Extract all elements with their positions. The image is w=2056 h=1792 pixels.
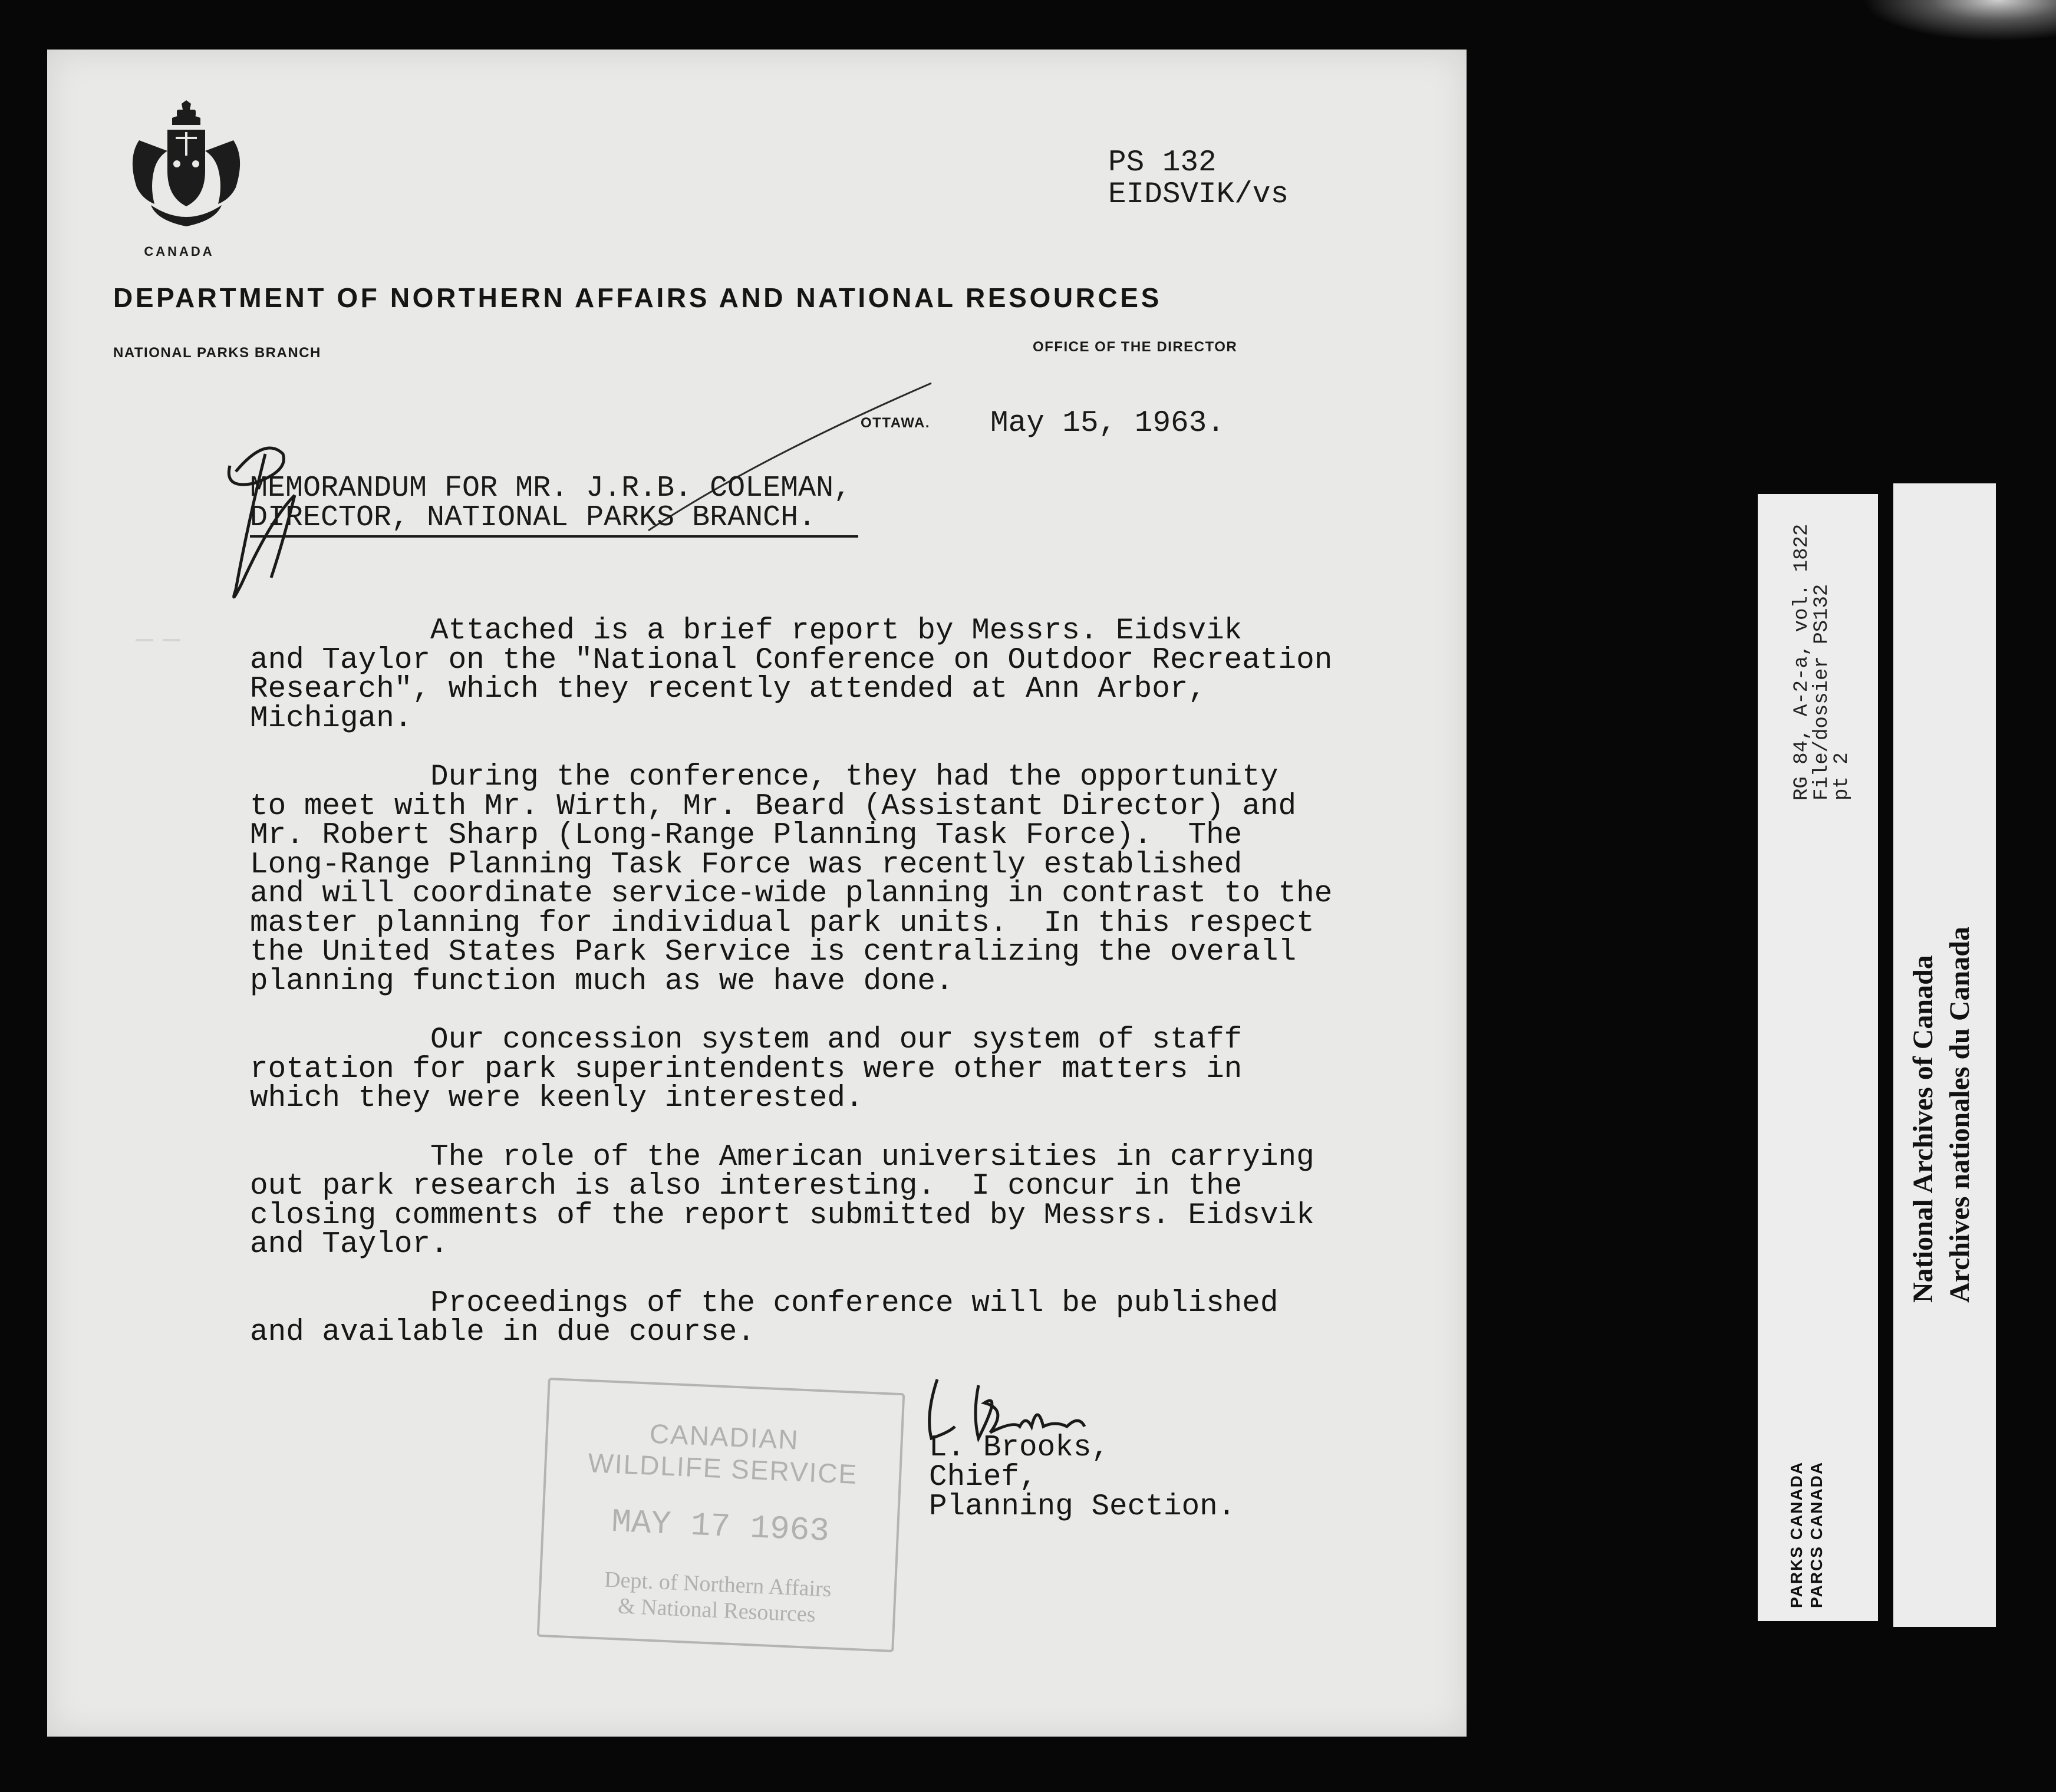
stamp-date: MAY 17 1963 [611,1503,831,1551]
lens-glare [1863,0,2056,41]
paragraph-4 [250,1140,1370,1261]
stamp-line: CANADIAN [648,1418,800,1455]
memo-heading [250,474,851,533]
archives-label [1893,483,1996,1627]
text-line: Mr. Robert Sharp (Long-Range Planning Task Force). The [250,819,1243,852]
archive-ref-line: File/dossier PS132 [1811,584,1833,801]
file-reference [1108,147,1289,211]
text-line: Long-Range Planning Task Force was recently established [250,848,1243,882]
text-line: rotation for park superintendents were other matters in [250,1052,1243,1086]
text-line: During the conference, they had the opportunity [250,760,1279,794]
country-label: CANADA [144,244,215,259]
branch-label: NATIONAL PARKS BRANCH [113,345,321,361]
paragraph-1 [250,614,1370,736]
archives-name-english: National Archives of Canada [1907,955,1939,1303]
office-label: OFFICE OF THE DIRECTOR [1033,339,1238,355]
paragraph-2 [250,760,1370,999]
memo-body [250,614,1370,1377]
archive-ref-line: RG 84, A-2-a, vol. 1822 [1791,523,1813,801]
signer-title: Chief, [929,1461,1037,1494]
signer-section: Planning Section. [929,1490,1236,1524]
text-line: the United States Park Service is centralizing the overall [250,935,1297,969]
margin-dash [163,639,180,641]
text-line: closing comments of the report submitted by Messrs. Eidsvik [250,1198,1314,1233]
text-line: planning function much as we have done. [250,964,954,999]
archives-name-french: Archives nationales du Canada [1944,927,1975,1303]
text-line: The role of the American universities in carrying [250,1140,1314,1174]
signer-name: L. Brooks, [929,1431,1110,1465]
file-number: PS 132 [1108,146,1217,180]
text-line: and Taylor on the "National Conference on Outdoor Recreation [250,643,1333,677]
memo-addressee: MEMORANDUM FOR MR. J.R.B. COLEMAN, [250,472,852,505]
text-line: and Taylor. [250,1228,449,1261]
typist-initials: EIDSVIK/vs [1108,178,1289,212]
memo-date: May 15, 1963. [990,407,1225,440]
archive-reference-tag [1758,494,1878,1621]
stamp-line: & National Resources [617,1593,816,1628]
paragraph-3 [250,1023,1370,1115]
signature-block [929,1431,1236,1524]
text-line: and will coordinate service-wide planning in contrast to the [250,877,1333,911]
memo-addressee-title: DIRECTOR, NATIONAL PARKS BRANCH. [250,501,816,535]
stamp-line: Dept. of Northern Affairs [604,1567,832,1602]
handwritten-initials [212,430,330,607]
stamp-line: WILDLIFE SERVICE [587,1447,859,1490]
department-heading: DEPARTMENT OF NORTHERN AFFAIRS AND NATIONAL RESOURCES [113,282,1162,313]
text-line: Proceedings of the conference will be published [250,1286,1279,1320]
margin-dash [136,639,153,641]
text-line: master planning for individual park units. In this respect [250,906,1314,940]
text-line: to meet with Mr. Wirth, Mr. Beard (Assistant Director) and [250,789,1297,823]
agency-name: PARKS CANADA [1787,1461,1805,1608]
paragraph-5 [250,1286,1370,1349]
place-label: OTTAWA. [861,415,931,431]
agency-name: PARCS CANADA [1807,1461,1826,1608]
text-line: which they were keenly interested. [250,1082,864,1115]
coat-of-arms-icon [116,99,257,235]
text-line: and available in due course. [250,1316,755,1349]
archive-ref-line: pt 2 [1831,752,1853,801]
text-line: out park research is also interesting. I concur in the [250,1170,1243,1203]
text-line: Our concession system and our system of staff [250,1023,1243,1057]
text-line: Michigan. [250,701,413,736]
text-line: Research", which they recently attended at Ann Arbor, [250,673,1207,706]
memo-underline [250,535,858,538]
received-stamp [537,1378,905,1652]
text-line: Attached is a brief report by Messrs. Eidsvik [250,614,1243,648]
